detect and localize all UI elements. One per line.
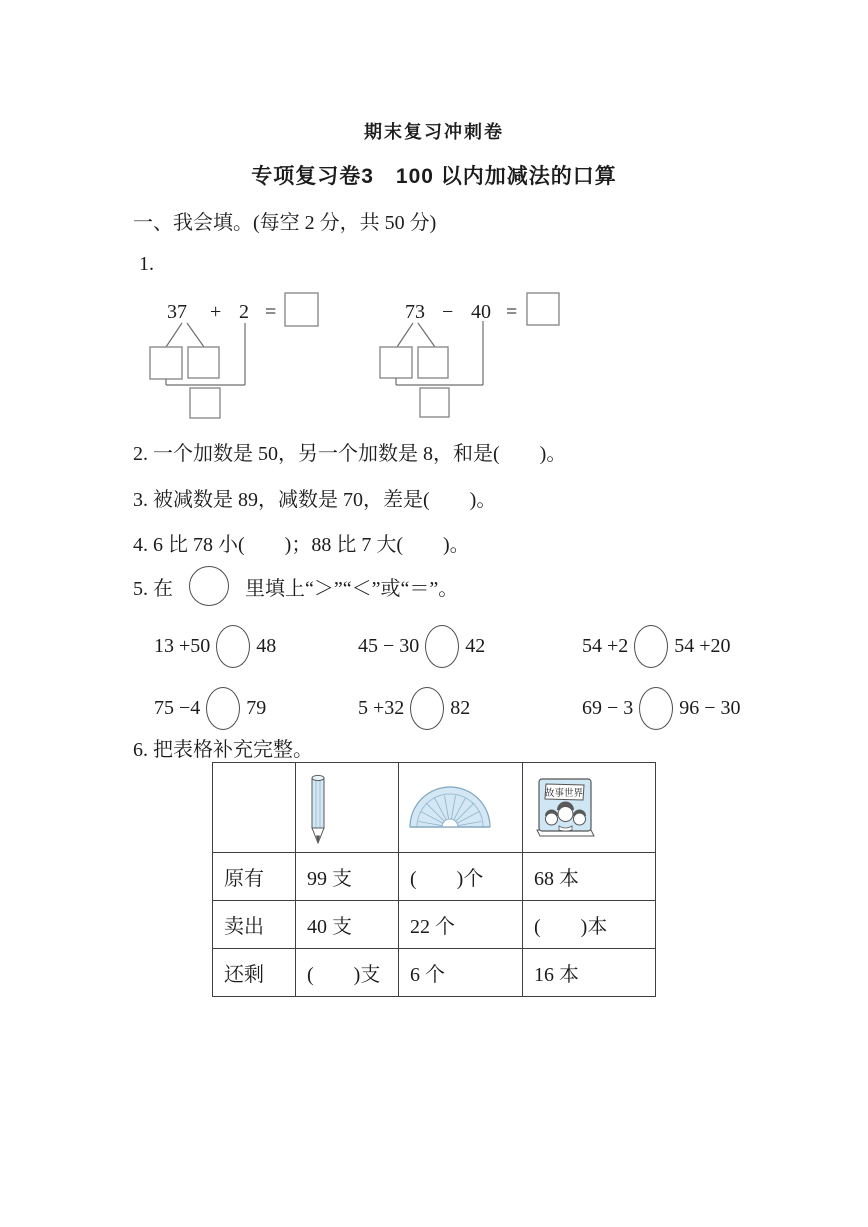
answer-box (527, 293, 559, 325)
right-expression: 54 +20 (674, 634, 731, 657)
table-cell: 68 本 (523, 853, 656, 901)
plus-sign: + (210, 301, 222, 323)
decomposition-box (380, 347, 412, 378)
section-heading: 一、我会填。(每空 2 分，共 50 分) (133, 212, 437, 234)
subtrahend: 40 (471, 301, 491, 323)
q1-label: 1. (139, 253, 154, 275)
q6-text: 6. 把表格补充完整。 (133, 739, 313, 761)
compare-item (582, 622, 731, 670)
left-expression: 75 −4 (154, 696, 201, 719)
left-expression: 54 +2 (582, 634, 629, 657)
equals-sign: = (506, 301, 518, 323)
compare-circle (634, 625, 668, 668)
decomposition-line (187, 323, 204, 347)
compare-item (358, 684, 470, 732)
answer-box (285, 293, 318, 326)
right-expression: 42 (465, 634, 486, 657)
compare-item (154, 622, 276, 670)
table-cell: ( )支 (296, 949, 399, 997)
decomposition-line (397, 323, 413, 347)
table-header-row (213, 763, 656, 853)
q5-prefix: 5. 在 (133, 577, 173, 600)
left-expression: 69 − 3 (582, 696, 634, 719)
decomposition-box (418, 347, 448, 378)
table-row (213, 853, 656, 901)
table-cell: 6 个 (399, 949, 523, 997)
partial-sum-box (190, 388, 220, 418)
decomposition-line (418, 323, 435, 347)
addend-b: 2 (239, 301, 249, 323)
right-expression: 82 (450, 696, 471, 719)
equals-sign: = (265, 301, 277, 323)
row-header: 原有 (213, 853, 296, 901)
addend-a: 37 (167, 301, 187, 323)
doc-title: 期末复习冲刺卷 (364, 122, 504, 142)
minuend: 73 (405, 301, 425, 323)
partial-difference-box (420, 388, 449, 417)
row-header: 还剩 (213, 949, 296, 997)
compare-item (358, 622, 485, 670)
doc-subtitle: 专项复习卷3 100 以内加减法的口算 (251, 165, 617, 188)
decomposition-box (150, 347, 182, 379)
left-expression: 13 +50 (154, 634, 211, 657)
blank-circle (189, 566, 229, 606)
table-cell: 40 支 (296, 901, 399, 949)
q3-text: 3. 被减数是 89，减数是 70，差是( )。 (133, 489, 497, 511)
decomposition-box (188, 347, 219, 378)
compare-circle (216, 625, 250, 668)
q5-suffix: 里填上“＞”“＜”或“＝”。 (245, 577, 459, 600)
table-header-storybook-cell (523, 763, 656, 853)
right-expression: 79 (246, 696, 267, 719)
table-header-pencil-cell (296, 763, 399, 853)
table-cell: 99 支 (296, 853, 399, 901)
table-cell: 22 个 (399, 901, 523, 949)
storybook-icon (533, 776, 597, 840)
compare-circle (639, 687, 673, 730)
right-expression: 48 (256, 634, 277, 657)
q6-table (212, 762, 656, 997)
q4-text: 4. 6 比 78 小( )；88 比 7 大( )。 (133, 534, 470, 556)
table-header-protractor-cell (399, 763, 523, 853)
q5-row (133, 566, 458, 606)
q1-diagram-addition (120, 285, 355, 435)
right-expression: 96 − 30 (679, 696, 741, 719)
q1-diagram-subtraction (365, 285, 605, 435)
compare-circle (410, 687, 444, 730)
table-row (213, 901, 656, 949)
table-cell: 16 本 (523, 949, 656, 997)
compare-circle (425, 625, 459, 668)
table-row (213, 949, 656, 997)
table-cell: ( )本 (523, 901, 656, 949)
table-corner-cell (213, 763, 296, 853)
row-header: 卖出 (213, 901, 296, 949)
left-expression: 5 +32 (358, 696, 405, 719)
compare-item (154, 684, 266, 732)
q2-text: 2. 一个加数是 50，另一个加数是 8，和是( )。 (133, 443, 567, 465)
decomposition-line (166, 323, 182, 347)
left-expression: 45 − 30 (358, 634, 420, 657)
pencil-icon (305, 772, 331, 844)
table-cell: ( )个 (399, 853, 523, 901)
compare-circle (206, 687, 240, 730)
protractor-icon (408, 785, 492, 831)
storybook-title-text: 故事世界 (544, 788, 584, 799)
compare-item (582, 684, 741, 732)
minus-sign: − (442, 301, 454, 323)
